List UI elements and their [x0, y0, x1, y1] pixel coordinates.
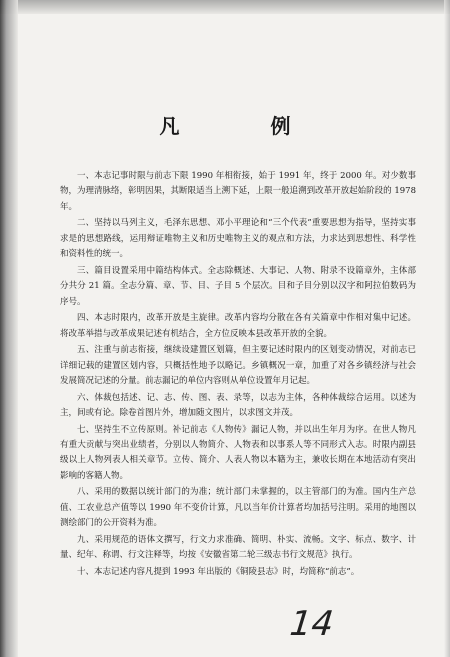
paragraph-4: 四、本志时限内，改革开放是主旋律。改革内容均分散在各有关篇章中作相对集中记述。将改革举措与改革成果记述有机结合，全方位反映本县改革开放的全貌。 [60, 313, 416, 339]
scan-shadow-right [444, 0, 450, 657]
paragraph-9: 九、采用规范的语体文撰写，行文力求准确、简明、朴实、流畅。文字、标点、数字、计量、纪年、称谓、行文注释等，均按《安徽省第二轮三级志书行文规范》执行。 [60, 534, 416, 561]
paragraph-3: 三、篇目设置采用中篇结构体式。全志除概述、大事记、人物、附录不设篇章外，主体部分共分 21 篇。全志分篇、章、节、目、子目 5 个层次。目和子目分别以汉字和阿拉伯数码为序号。 [60, 265, 416, 307]
paragraph-8: 八、采用的数据以统计部门的为准；统计部门未掌握的，以主管部门的为准。国内生产总值、工农业总产值等以 1990 年不变价计算，凡以当年价计算者均加括号注明。采用的地图以测绘部门的公开资料为准。 [60, 487, 416, 529]
paragraph-2: 二、坚持以马列主义，毛泽东思想、邓小平理论和“三个代表”重要思想为指导，坚持实事求是的思想路线，运用辩证唯物主义和历史唯物主义的观点和方法，力求达到思想性、科学性和资料性的统一。 [60, 218, 416, 260]
paragraph-5: 五、注重与前志衔接，继续设建置区划篇，但主要记述时限内的区划变动情况，对前志已详细记载的建置区划内容，只概括性地予以略记。乡镇概况一章，加重了对各乡镇经济与社会发展简况记述的分量。前志漏记的单位内容则从单位设置年月记起。 [60, 345, 416, 387]
paragraph-10: 十、本志记述内容凡提到 1993 年出版的《铜陵县志》时，均简称“前志”。 [77, 566, 360, 577]
scan-shadow-left [0, 0, 18, 657]
page-title: 凡 例 [159, 114, 333, 138]
body-text [60, 169, 416, 581]
paragraph-6: 六、体裁包括述、记、志、传、图、表、录等，以志为主体，各种体裁综合运用。以述为主，间或有论。除卷首图片外，增加随文图片，以求图文并茂。 [60, 392, 416, 419]
paragraph-7: 七、坚持生不立传原则。补记前志《人物传》漏记人物，并以出生年月为序。在世人物凡有重大贡献与突出业绩者，分别以人物简介、人物表和以事系人等不同形式入志。时限内副县级以上人物列表人相关章节。立传、简介、人表人物以本籍为主，兼收长期在本地活动有突出影响的客籍人物。 [60, 424, 416, 481]
scan-shadow-top [0, 0, 450, 14]
paragraph-1: 一、本志记事时限与前志下限 1990 年相衔接，始于 1991 年，终于 2000 年。对少数事物，为理清脉络，彰明因果，其断限适当上溯下延，上限一般追溯到改革开放起始阶段的 1978 年。 [60, 171, 416, 212]
handwritten-page-number: 14 [287, 604, 336, 644]
